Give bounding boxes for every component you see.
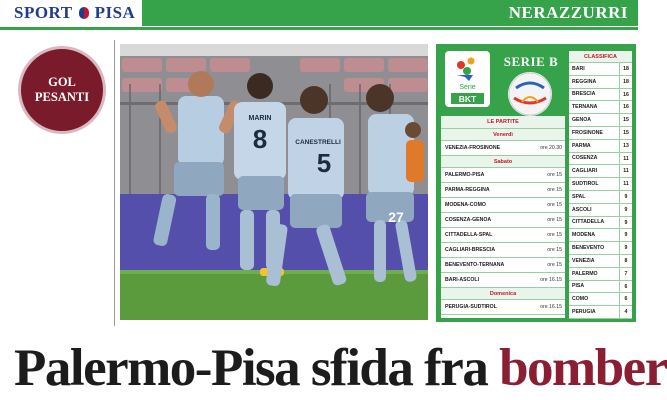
standings-row <box>569 255 632 268</box>
standings-row <box>569 242 632 255</box>
fixture-teams: PARMA-REGGINA <box>445 187 490 193</box>
standings-points: 8 <box>619 255 632 267</box>
standings-row <box>569 204 632 217</box>
standings-team: COSENZA <box>572 155 598 162</box>
fixtures-title: LE PARTITE <box>441 116 565 129</box>
player-name-marin: MARIN <box>248 115 272 122</box>
player-name-canestrelli: CANESTRELLI <box>295 139 341 146</box>
standings-points: 18 <box>619 76 632 88</box>
standings-row <box>569 165 632 178</box>
headline-main: Palermo-Pisa sfida fra <box>14 339 500 397</box>
fixture-time: ore 15 <box>547 202 562 208</box>
match-photo <box>120 44 428 320</box>
standings-team: VENEZIA <box>572 257 595 264</box>
standings-row <box>569 63 632 76</box>
standings-team: TERNANA <box>572 104 598 111</box>
standings-team: CITTADELLA <box>572 219 605 226</box>
fixture-row <box>441 198 565 213</box>
gol-pesanti-badge <box>18 46 106 134</box>
fixture-time: ore 15 <box>547 247 562 253</box>
badge-label: GOL PESANTI <box>34 75 90 104</box>
fixture-row <box>441 273 565 288</box>
fixture-teams: PERUGIA-SUDTIROL <box>445 304 497 310</box>
column-divider <box>114 40 115 326</box>
fixture-row <box>441 213 565 228</box>
fixture-teams: PALERMO-PISA <box>445 172 485 178</box>
standings-team: BRESCIA <box>572 91 596 98</box>
fixture-time: ore 20.30 <box>540 145 562 151</box>
standings-points: 13 <box>619 140 632 152</box>
standings-points: 4 <box>619 306 632 318</box>
standings-row <box>569 229 632 242</box>
article-headline <box>14 336 667 400</box>
standings-team: COMO <box>572 296 589 303</box>
standings-team: ASCOLI <box>572 206 592 213</box>
standings-team: PERUGIA <box>572 309 596 316</box>
standings-team: SPAL <box>572 193 586 200</box>
standings-team: BENEVENTO <box>572 245 605 252</box>
standings-points: 15 <box>619 127 632 139</box>
standings-points: 6 <box>619 293 632 305</box>
standings-team: PARMA <box>572 142 591 149</box>
standings-team: GENOA <box>572 117 592 124</box>
standings-points: 9 <box>619 217 632 229</box>
fixtures-table <box>441 116 565 318</box>
player-number-27: 27 <box>388 209 404 225</box>
fixture-row <box>441 300 565 315</box>
standings-points: 9 <box>619 229 632 241</box>
fixture-teams: CAGLIARI-BRESCIA <box>445 247 496 253</box>
fixture-time: ore 16.15 <box>540 304 562 310</box>
standings-points: 11 <box>619 165 632 177</box>
standings-points: 9 <box>619 242 632 254</box>
section-header <box>0 0 638 26</box>
player-number-8: 8 <box>252 124 268 154</box>
serie-b-panel <box>436 44 636 322</box>
section-label-pisa: PISA <box>94 3 136 22</box>
standings-team: BARI <box>572 65 585 72</box>
fixture-row <box>441 228 565 243</box>
standings-row <box>569 306 632 319</box>
standings-team: CAGLIARI <box>572 168 598 175</box>
header-rule <box>0 27 638 30</box>
fixture-teams: BENEVENTO-TERNANA <box>445 262 505 268</box>
standings-points: 11 <box>619 178 632 190</box>
fixture-time: ore 15 <box>547 172 562 178</box>
standings-points: 9 <box>619 191 632 203</box>
standings-row <box>569 178 632 191</box>
fixture-time: ore 15 <box>547 232 562 238</box>
standings-points: 9 <box>619 204 632 216</box>
standings-table <box>569 51 632 319</box>
fixtures-day: Domenica <box>441 288 565 300</box>
standings-row <box>569 127 632 140</box>
fixture-row <box>441 243 565 258</box>
fixtures-day: Venerdì <box>441 129 565 141</box>
serie-b-title: SERIE B <box>503 54 559 69</box>
standings-team: FROSINONE <box>572 129 603 136</box>
standings-row <box>569 140 632 153</box>
fixture-teams: BARI-ASCOLI <box>445 277 480 283</box>
standings-row <box>569 191 632 204</box>
pisa-colors-icon <box>79 7 89 19</box>
fixture-row <box>441 258 565 273</box>
standings-points: 6 <box>619 281 632 293</box>
fixture-time: ore 15 <box>547 217 562 223</box>
standings-points: 11 <box>619 153 632 165</box>
standings-row <box>569 153 632 166</box>
standings-points: 16 <box>619 89 632 101</box>
serie-b-logo <box>445 51 490 107</box>
standings-team: REGGINA <box>572 78 597 85</box>
fixture-time: ore 15 <box>547 187 562 193</box>
standings-points: 16 <box>619 101 632 113</box>
fixture-teams: COSENZA-GENOA <box>445 217 492 223</box>
fixture-time: ore 16.15 <box>540 277 562 283</box>
standings-row <box>569 268 632 281</box>
fixtures-day: Sabato <box>441 156 565 168</box>
standings-row <box>569 293 632 306</box>
section-tag-nerazzurri: NERAZZURRI <box>142 0 638 26</box>
standings-team: PALERMO <box>572 270 598 277</box>
standings-team: PISA <box>572 283 585 290</box>
standings-points: 7 <box>619 268 632 280</box>
logo-brand: BKT <box>458 94 477 104</box>
headline-highlight: bomber <box>499 339 667 397</box>
standings-row <box>569 217 632 230</box>
fixture-time: ore 15 <box>547 262 562 268</box>
fixture-row <box>441 168 565 183</box>
standings-title: CLASSIFICA <box>569 51 632 63</box>
logo-text: Serie <box>459 84 476 91</box>
standings-row <box>569 114 632 127</box>
section-label-sport: SPORT <box>14 3 73 22</box>
fixture-teams: CITTADELLA-SPAL <box>445 232 493 238</box>
section-label <box>0 0 142 26</box>
standings-row <box>569 101 632 114</box>
player-number-5: 5 <box>316 148 332 178</box>
fixture-teams: MODENA-COMO <box>445 202 486 208</box>
standings-row <box>569 89 632 102</box>
standings-team: MODENA <box>572 232 596 239</box>
ball-icon <box>508 72 552 116</box>
standings-points: 15 <box>619 114 632 126</box>
standings-row <box>569 76 632 89</box>
fixture-row <box>441 141 565 156</box>
standings-row <box>569 281 632 294</box>
fixture-row <box>441 183 565 198</box>
standings-team: SUDTIROL <box>572 181 599 188</box>
standings-points: 18 <box>619 63 632 75</box>
fixture-teams: VENEZIA-FROSINONE <box>445 145 501 151</box>
